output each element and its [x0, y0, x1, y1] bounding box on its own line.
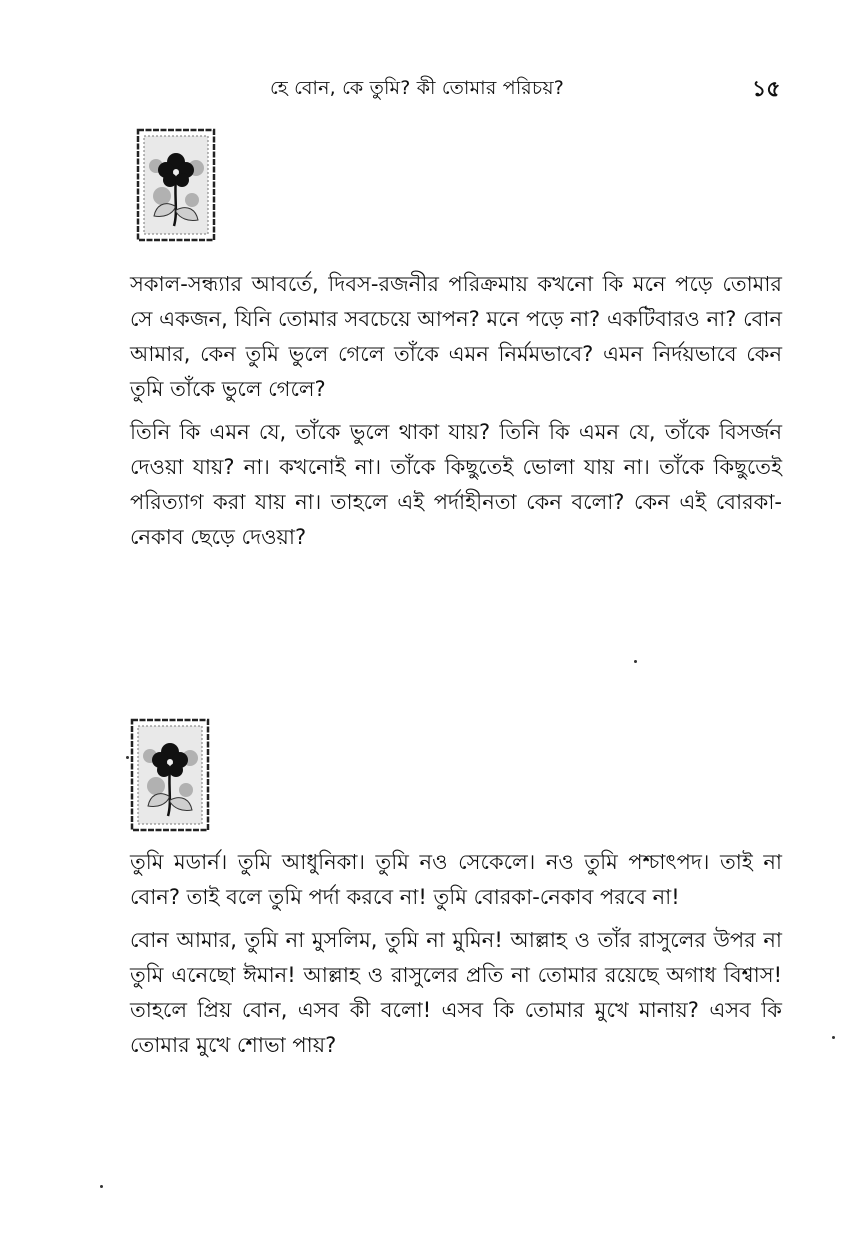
page-number: ১৫ — [752, 77, 781, 102]
paragraph: বোন আমার, তুমি না মুসলিম, তুমি না মুমিন! আল্লাহ ও তাঁর রাসুলের উপর না তুমি এনেছো ঈমান! আল্লাহ ও রাসুলের প্রতি না তোমার রয়েছে অগাধ বিশ্বাস! তাহলে প্রিয় বোন, এসব কী বলো! এসব কি তোমার মুখে মানায়? এসব কি তোমার মুখে শোভা পায়? — [130, 928, 782, 1057]
scan-speck — [100, 1185, 103, 1188]
scan-speck — [832, 1036, 835, 1039]
running-header-title: হে বোন, কে তুমি? কী তোমার পরিচয়? — [270, 77, 565, 99]
paragraph: তিনি কি এমন যে, তাঁকে ভুলে থাকা যায়? তিনি কি এমন যে, তাঁকে বিসর্জন দেওয়া যায়? না। কখনোই না। তাঁকে কিছুতেই ভোলা যায় না। তাঁকে কিছুতেই পরিত্যাগ করা যায় না। তাহলে এই পর্দাহীনতা কেন বলো? কেন এই বোরকা-নেকাব ছেড়ে দেওয়া? — [130, 420, 782, 549]
scan-speck — [126, 756, 129, 759]
paragraph: তুমি মডার্ন। তুমি আধুনিকা। তুমি নও সেকেলে। নও তুমি পশ্চাৎপদ। তাই না বোন? তাই বলে তুমি পর্দা করবে না! তুমি বোরকা-নেকাব পরবে না! — [130, 850, 782, 909]
flower-ornament-icon — [128, 716, 212, 834]
paragraph: সকাল-সন্ধ্যার আবর্তে, দিবস-রজনীর পরিক্রমায় কখনো কি মনে পড়ে তোমার সে একজন, যিনি তোমার সবচেয়ে আপন? মনে পড়ে না? একটিবারও না? বোন আমার, কেন তুমি ভুলে গেলে তাঁকে এমন নির্মমভাবে? এমন নির্দয়ভাবে কেন তুমি তাঁকে ভুলে গেলে? — [130, 272, 782, 401]
text-section-1 — [130, 267, 782, 563]
scan-speck — [634, 660, 637, 663]
flower-ornament-icon — [134, 126, 218, 244]
text-section-2 — [130, 845, 782, 1071]
